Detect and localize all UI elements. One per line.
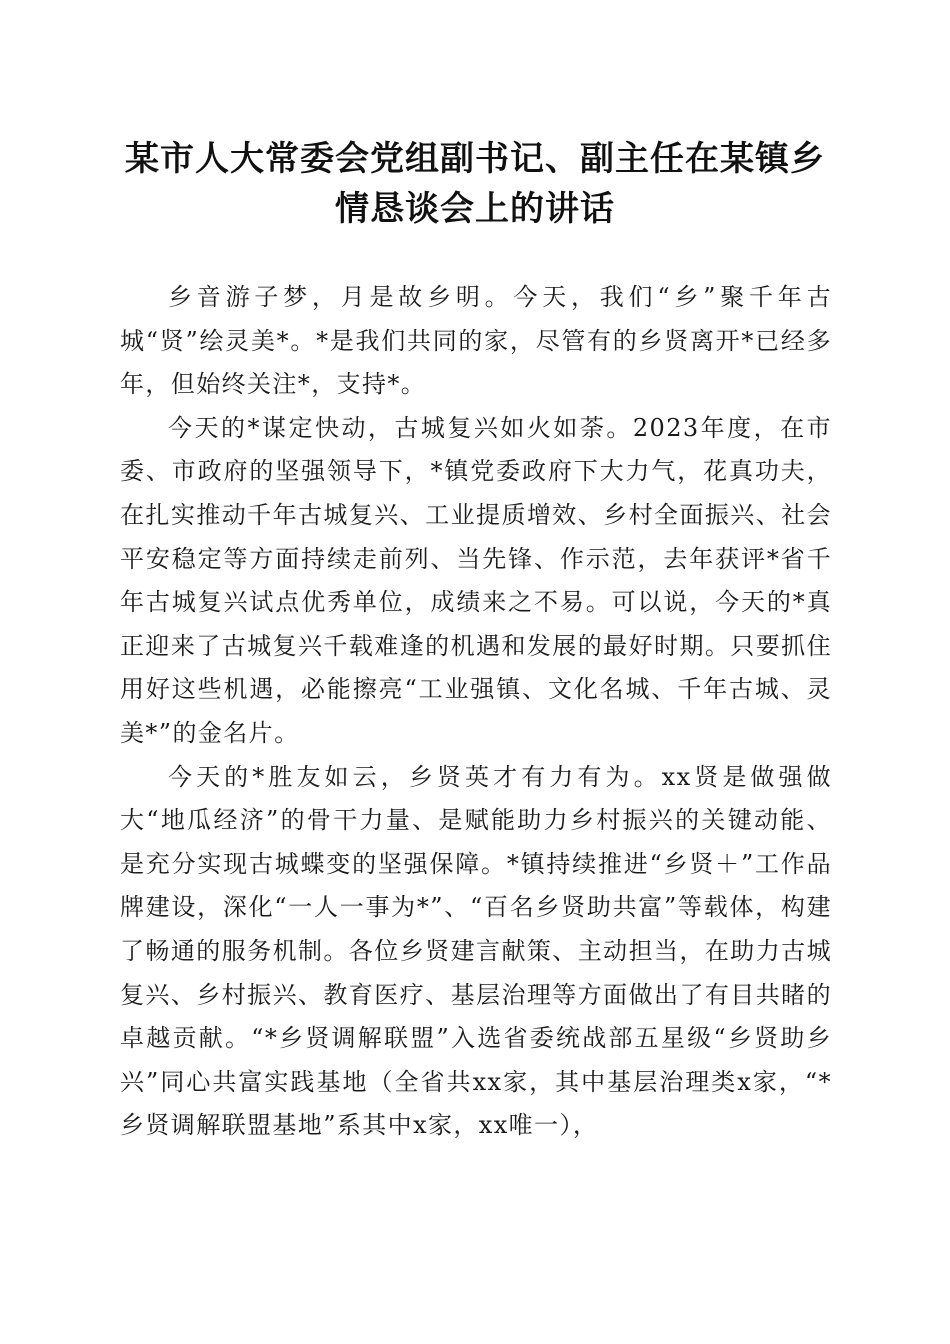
document-title — [100, 134, 850, 234]
title-line-2: 情恳谈会上的讲话 — [335, 189, 615, 229]
title-line-1: 某市人大常委会党组副书记、副主任在某镇乡 — [125, 139, 825, 179]
paragraph-3: 今天的*胜友如云，乡贤英才有力有为。xx贤是做强做大“地瓜经济”的骨干力量、是赋能助力乡村振兴的关键动能、是充分实现古城蝶变的坚强保障。*镇持续推进“乡贤＋”工作品牌建设，深化“一人一事为*”、“百名乡贤助共富”等载体，构建了畅通的服务机制。各位乡贤建言献策、主动担当，在助力古城复兴、乡村振兴、教育医疗、基层治理等方面做出了有目共睹的卓越贡献。“*乡贤调解联盟”入选省委统战部五星级“乡贤助乡兴”同心共富实践基地（全省共xx家，其中基层治理类x家，“*乡贤调解联盟基地”系其中x家，xx唯一）， — [120, 762, 832, 1140]
paragraph-2: 今天的*谋定快动，古城复兴如火如荼。2023年度，在市委、市政府的坚强领导下，*镇党委政府下大力气，花真功夫，在扎实推动千年古城复兴、工业提质增效、乡村全面振兴、社会平安稳定等方面持续走前列、当先锋、作示范，去年获评*省千年古城复兴试点优秀单位，成绩来之不易。可以说，今天的*真正迎来了古城复兴千载难逢的机遇和发展的最好时期。只要抓住用好这些机遇，必能擦亮“工业强镇、文化名城、千年古城、灵美*”的金名片。 — [120, 413, 832, 747]
paragraph-1: 乡音游子梦，月是故乡明。今天，我们“乡”聚千年古城“贤”绘灵美*。*是我们共同的家，尽管有的乡贤离开*已经多年，但始终关注*，支持*。 — [120, 283, 832, 399]
document-body — [120, 276, 832, 1148]
